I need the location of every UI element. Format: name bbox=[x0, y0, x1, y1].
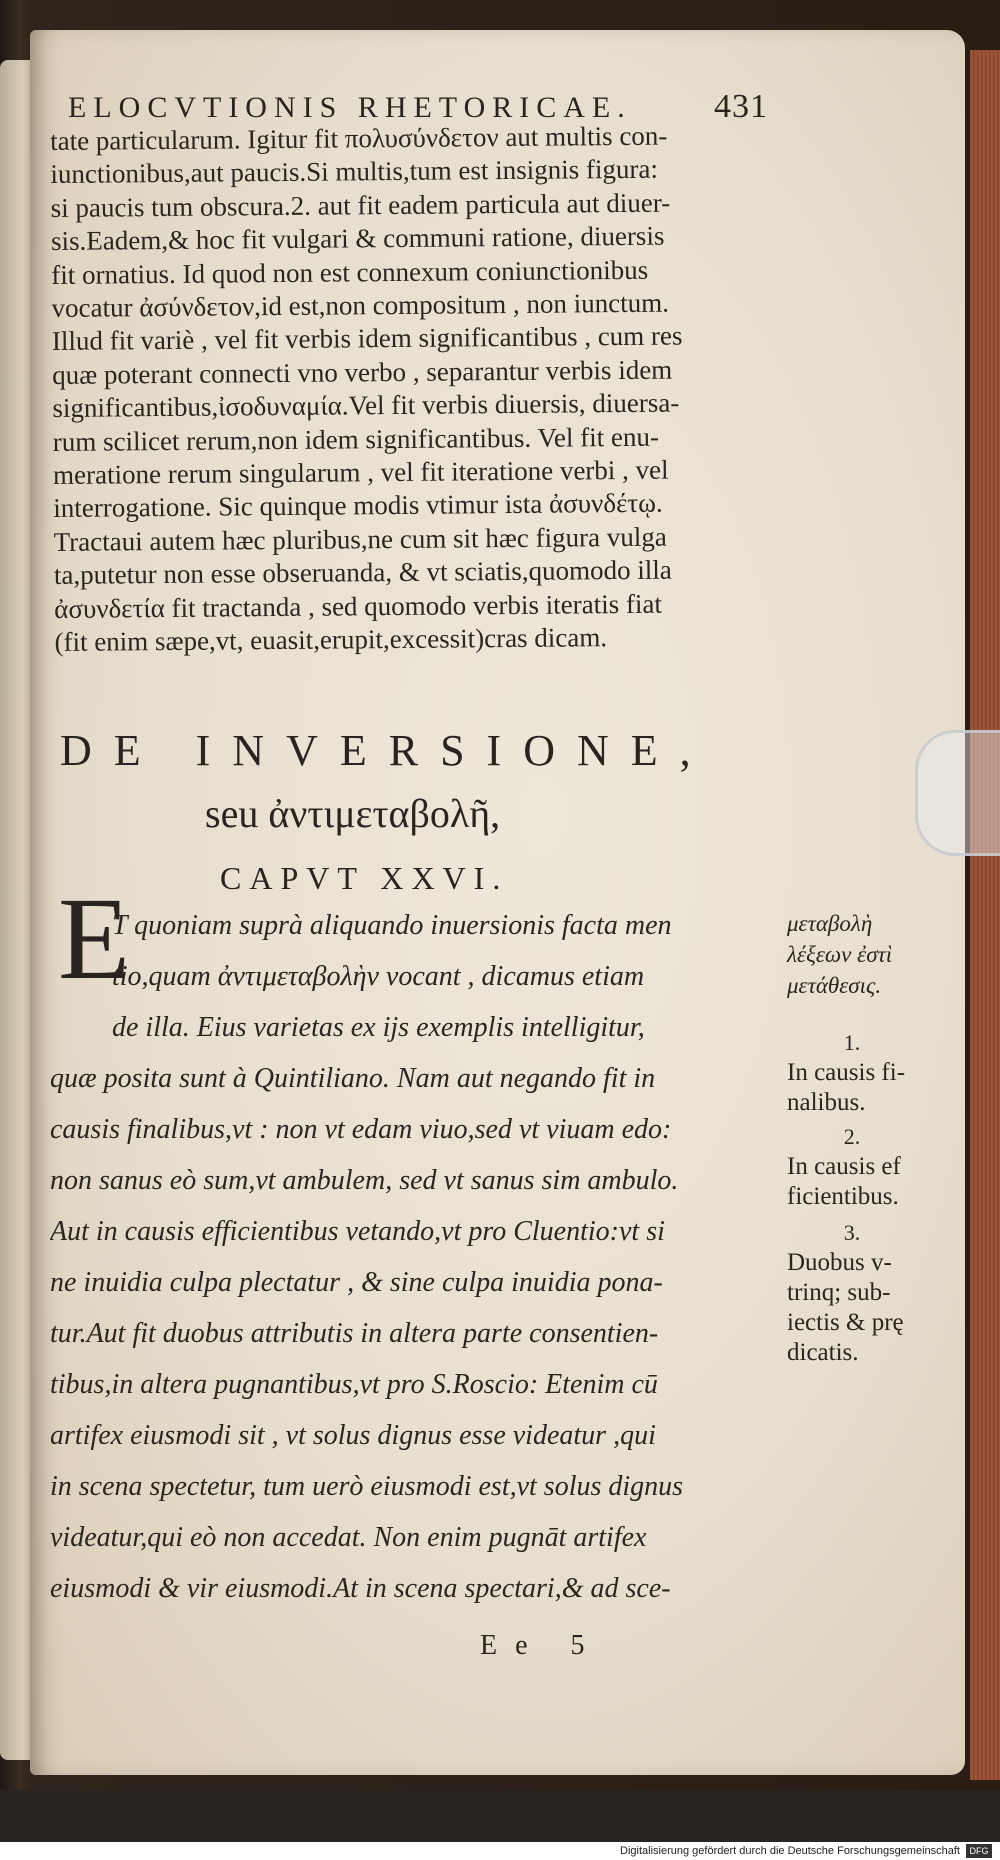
body-line: iunctionibus,aut paucis.Si multis,tum est insignis figura: bbox=[50, 154, 659, 190]
margin-line: ficientibus. bbox=[787, 1183, 899, 1210]
chapter-line: de illa. Eius varietas ex ijs exemplis intelligitur, bbox=[112, 1012, 645, 1043]
margin-line: In causis fi- bbox=[787, 1059, 906, 1086]
body-line: significantibus,ἰσοδυναμία.Vel fit verbis diuersis, diuersa- bbox=[52, 387, 680, 424]
chapter-line: ne inuidia culpa plectatur , & sine culpa inuidia pona- bbox=[50, 1267, 663, 1298]
body-line: Tractaui autem hæc pluribus,ne cum sit hæc figura vulga bbox=[53, 521, 667, 557]
margin-note-3 bbox=[787, 1218, 947, 1368]
dfg-logo: DFG bbox=[966, 1844, 992, 1858]
body-line: meratione rerum singularum , vel fit iteratione verbi , vel bbox=[52, 454, 669, 491]
body-text bbox=[50, 119, 775, 660]
body-line: rum scilicet rerum,non idem significantibus. Vel fit enu- bbox=[52, 421, 659, 457]
margin-note-number: 1. bbox=[843, 1030, 861, 1055]
chapter-line: Aut in causis efficientibus vetando,vt pro Cluentio:vt si bbox=[50, 1216, 665, 1247]
margin-line: iectis & prę bbox=[787, 1309, 904, 1336]
margin-note-number: 2. bbox=[843, 1124, 861, 1149]
margin-line: μεταβολὴ bbox=[787, 911, 873, 936]
margin-line: μετάθεσις. bbox=[787, 973, 882, 998]
chapter-line: artifex eiusmodi sit , vt solus dignus esse videatur ,qui bbox=[50, 1420, 656, 1451]
chapter-subheading: seu ἀντιμεταβολῆ, bbox=[205, 791, 501, 836]
body-line: ἀσυνδετία fit tractanda , sed quomodo verbis iteratis fiat bbox=[54, 588, 663, 624]
body-line: si paucis tum obscura.2. aut fit eadem particula aut diuer- bbox=[50, 187, 671, 223]
page-number: 431 bbox=[714, 88, 768, 125]
body-line: tate particularum. Igitur fit πολυσύνδετον aut multis con- bbox=[50, 120, 668, 156]
body-line: interrogatione. Sic quinque modis vtimur ista ἀσυνδέτῳ. bbox=[53, 488, 663, 524]
chapter-line: tibus,in altera pugnantibus,vt pro S.Roscio: Etenim cū bbox=[50, 1369, 658, 1400]
page-block-edge bbox=[970, 50, 1000, 1780]
body-line: Illud fit variè , vel fit verbis idem significantibus , cum res bbox=[51, 320, 683, 357]
body-line: sis.Eadem,& hoc fit vulgari & communi ratione, diuersis bbox=[50, 220, 665, 257]
signature-mark: Ee 5 bbox=[480, 1630, 603, 1661]
body-line: vocatur ἀσύνδετον,id est,non compositum , non iunctum. bbox=[51, 287, 670, 324]
chapter-line: causis finalibus,vt : non vt edam viuo,sed vt viuam edo: bbox=[50, 1114, 672, 1145]
chapter-heading: DE INVERSIONE, bbox=[60, 726, 713, 775]
body-line: (fit enim sæpe,vt, euasit,erupit,excessit)cras dicam. bbox=[54, 622, 608, 658]
chapter-line: eiusmodi & vir eiusmodi.At in scena spectari,& ad sce- bbox=[50, 1573, 671, 1604]
body-line: quæ poterant connecti vno verbo , separantur verbis idem bbox=[52, 354, 673, 390]
margin-line: Duobus v- bbox=[787, 1249, 892, 1276]
margin-note-greek bbox=[787, 908, 947, 1001]
margin-line: trinq; sub- bbox=[787, 1279, 891, 1306]
margin-line: In causis ef bbox=[787, 1153, 901, 1180]
running-head-title: ELOCVTIONIS RHETORICAE. bbox=[68, 91, 632, 124]
chapter-line: quæ posita sunt à Quintiliano. Nam aut negando fit in bbox=[50, 1063, 656, 1094]
chapter-line: in scena spectetur, tum uerò eiusmodi est,vt solus dignus bbox=[50, 1471, 684, 1502]
body-line: fit ornatius. Id quod non est connexum coniunctionibus bbox=[51, 254, 649, 290]
chapter-line: tur.Aut fit duobus attributis in altera parte consentien- bbox=[50, 1318, 659, 1349]
book-page bbox=[30, 30, 965, 1775]
chapter-number: CAPVT XXVI. bbox=[220, 860, 509, 896]
margin-note-2 bbox=[787, 1122, 947, 1212]
chapter-text bbox=[50, 900, 790, 1614]
body-line: ta,putetur non esse obseruanda, & vt sciatis,quomodo illa bbox=[53, 554, 672, 591]
footer-credit: Digitalisierung gefördert durch die Deutsche Forschungsgemeinschaft bbox=[620, 1845, 960, 1857]
drop-cap-initial: E bbox=[58, 873, 131, 1004]
chapter-line: T quoniam suprà aliquando inuersionis facta men bbox=[112, 910, 672, 941]
margin-line: nalibus. bbox=[787, 1089, 866, 1116]
chapter-line: videatur,qui eò non accedat. Non enim pugnāt artifex bbox=[50, 1522, 647, 1553]
chapter-line: non sanus eò sum,vt ambulem, sed vt sanus sim ambulo. bbox=[50, 1165, 679, 1196]
margin-line: λέξεων ἐστὶ bbox=[787, 942, 893, 967]
margin-line: dicatis. bbox=[787, 1339, 859, 1366]
page-clip bbox=[915, 730, 1000, 856]
margin-note-1 bbox=[787, 1028, 947, 1118]
margin-note-number: 3. bbox=[843, 1220, 861, 1245]
chapter-line: tio,quam ἀντιμεταβολὴν vocant , dicamus etiam bbox=[112, 961, 645, 992]
